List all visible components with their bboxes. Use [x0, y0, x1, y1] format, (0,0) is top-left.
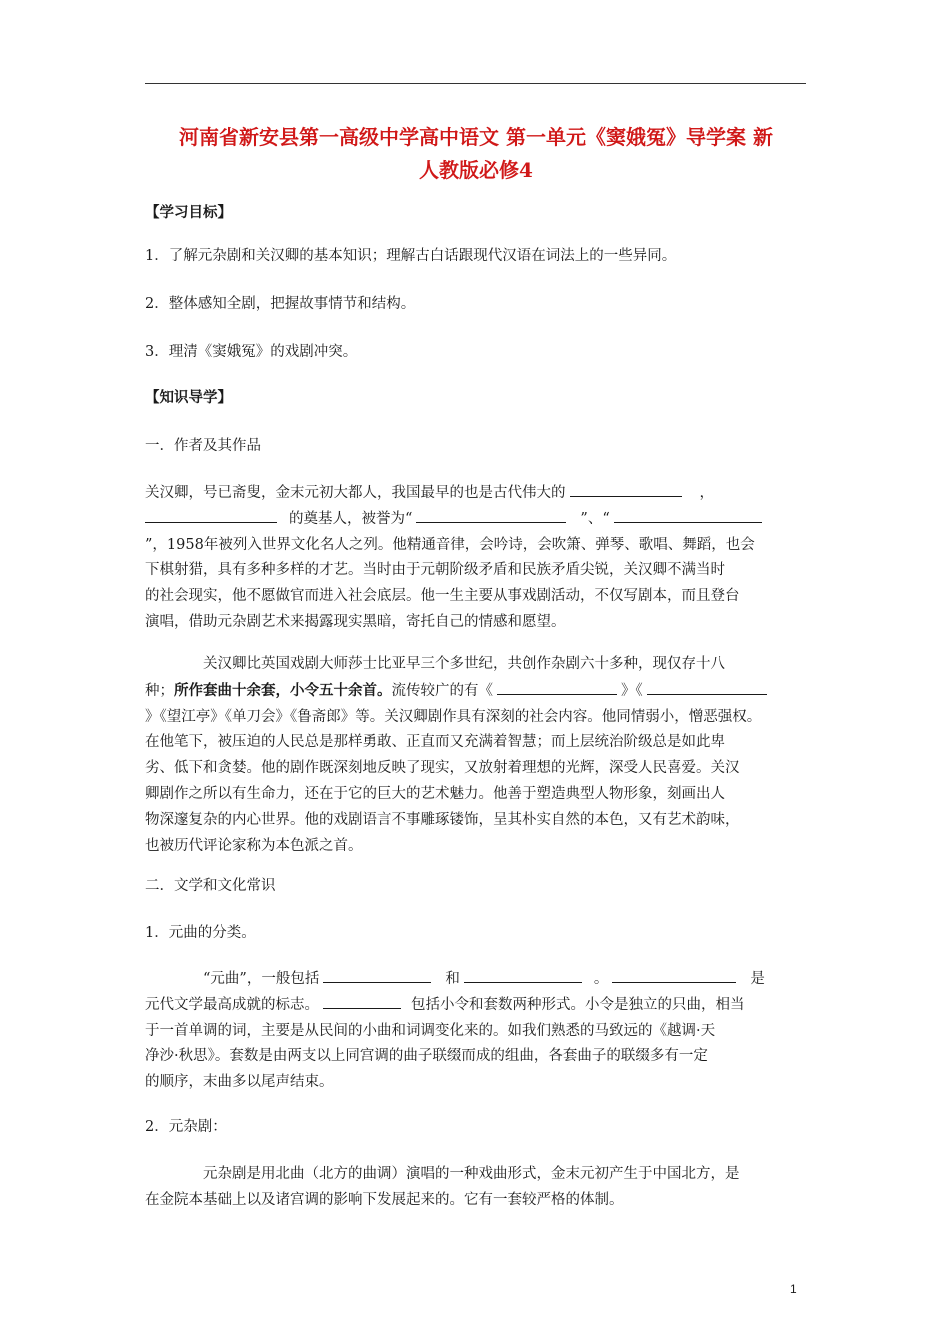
goal-3: 3．理清《窦娥冤》的戏剧冲突。 [145, 344, 358, 360]
fill-blank[interactable] [647, 679, 767, 695]
fill-blank[interactable] [145, 507, 277, 523]
fill-blank[interactable] [416, 507, 566, 523]
page-title [140, 121, 812, 187]
item-1-heading: 1．元曲的分类。 [145, 925, 256, 941]
title-line-2: 人教版必修4 [419, 158, 533, 182]
fill-blank[interactable] [323, 993, 401, 1009]
fill-blank[interactable] [497, 679, 617, 695]
fill-blank[interactable] [614, 507, 762, 523]
works-paragraph: 关汉卿比英国戏剧大师莎士比亚早三个多世纪，共创作杂剧六十多种，现仅存十八 种；所作套曲十余套，小令五十余首。流传较广的有《 》《 》《望江亭》《单刀会》《鲁斋郎》等。关汉卿剧作具有深刻的社会内容。他同情弱小，憎恶强权。 在他笔下，被压迫的人民总是那样勇敢、正直而又充满着智慧；而上层统治阶级总是如此卑 劣、低下和贪婪。他的剧作既深刻地反映了现实，又放射着理想的光辉，深受人民喜爱。关汉 卿剧作之所以有生命力，还在于它的巨大的艺术魅力。他善于塑造典型人物形象，刻画出人 物深邃复杂的内心世界。他的戏剧语言不事雕琢镂饰，呈其朴实自然的本色，又有艺术韵味， 也被历代评论家称为本色派之首。 [145, 652, 807, 859]
fill-blank[interactable] [612, 967, 736, 983]
knowledge-heading: 【知识导学】 [145, 389, 232, 406]
fill-blank[interactable] [570, 481, 682, 497]
section-2-heading: 二．文学和文化常识 [145, 878, 276, 894]
fill-blank[interactable] [464, 967, 582, 983]
goal-2: 2．整体感知全剧，把握故事情节和结构。 [145, 296, 416, 312]
yuanqu-paragraph: “元曲”，一般包括 和 。 是 元代文学最高成就的标志。 包括小令和套数两种形式。小令是独立的只曲，相当 于一首单调的词，主要是从民间的小曲和词调变化来的。如我们熟悉的马致远的《越调·天 净沙·秋思》。套数是由两支以上同宫调的曲子联缀而成的组曲，各套曲子的联缀多有一定 的顺序，末曲多以尾声结束。 [145, 967, 807, 1096]
author-paragraph: 关汉卿，号已斋叟，金末元初大都人，我国最早的也是古代伟大的 ， 的奠基人，被誉为“ ”、“ ”，1958年被列入世界文化名人之列。他精通音律，会吟诗，会吹箫、弹琴、歌唱、舞蹈，也会 下棋射猎，具有多种多样的才艺。当时由于元朝阶级矛盾和民族矛盾尖锐，关汉卿不满当时 的社会现实，他不愿做官而进入社会底层。他一生主要从事戏剧活动，不仅写剧本，而且登台 演唱，借助元杂剧艺术来揭露现实黑暗，寄托自己的情感和愿望。 [145, 481, 807, 636]
item-2-heading: 2．元杂剧： [145, 1119, 227, 1135]
zaju-paragraph: 元杂剧是用北曲（北方的曲调）演唱的一种戏曲形式，金末元初产生于中国北方，是 在金院本基础上以及诸宫调的影响下发展起来的。它有一套较严格的体制。 [145, 1166, 740, 1208]
page-number: 1 [790, 1282, 797, 1296]
goals-heading: 【学习目标】 [145, 204, 232, 221]
title-line-1: 河南省新安县第一高级中学高中语文 第一单元《窦娥冤》导学案 新 [179, 125, 773, 149]
header-rule [145, 83, 806, 84]
section-1-heading: 一．作者及其作品 [145, 438, 261, 454]
goal-1: 1．了解元杂剧和关汉卿的基本知识；理解古白话跟现代汉语在词法上的一些异同。 [145, 248, 677, 264]
fill-blank[interactable] [323, 967, 431, 983]
